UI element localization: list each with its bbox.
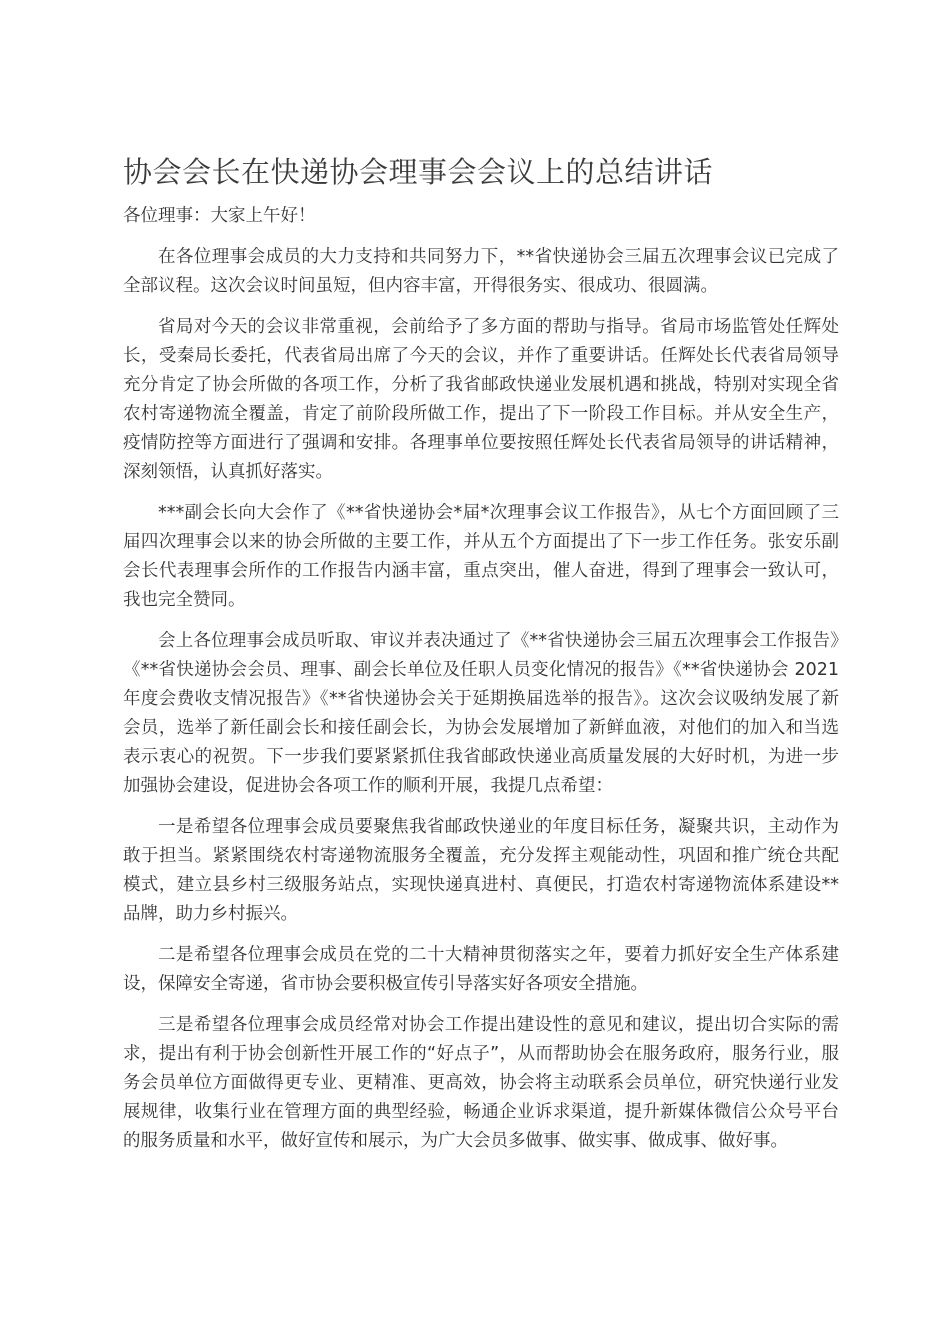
paragraph-7: 三是希望各位理事会成员经常对协会工作提出建设性的意见和建议，提出切合实际的需求，提出有利于协会创新性开展工作的“好点子”，从而帮助协会在服务政府，服务行业，服务会员单位方面做得更专业、更精准、更高效，协会将主动联系会员单位，研究快递行业发展规律，收集行业在管理方面的典型经验，畅通企业诉求渠道，提升新媒体微信公众号平台的服务质量和水平，做好宣传和展示，为广大会员多做事、做实事、做成事、做好事。 <box>123 1015 839 1151</box>
paragraph-5: 一是希望各位理事会成员要聚焦我省邮政快递业的年度目标任务，凝聚共识，主动作为敢于担当。紧紧围绕农村寄递物流服务全覆盖，充分发挥主观能动性，巩固和推广统仓共配模式，建立县乡村三级服务站点，实现快递真进村、真便民，打造农村寄递物流体系建设**品牌，助力乡村振兴。 <box>123 817 839 924</box>
paragraph-6: 二是希望各位理事会成员在党的二十大精神贯彻落实之年，要着力抓好安全生产体系建设，保障安全寄递，省市协会要积极宣传引导落实好各项安全措施。 <box>123 945 839 994</box>
paragraph-4: 会上各位理事会成员听取、审议并表决通过了《**省快递协会三届五次理事会工作报告》《**省快递协会会员、理事、副会长单位及任职人员变化情况的报告》《**省快递协会 2021 年度会费收支情况报告》《**省快递协会关于延期换届选举的报告》。这次会议吸纳发展了新会员，选举了新任副会长和接任副会长，为协会发展增加了新鲜血液，对他们的加入和当选表示衷心的祝贺。下一步我们要紧紧抓住我省邮政快递业高质量发展的大好时机，为进一步加强协会建设，促进协会各项工作的顺利开展，我提几点希望： <box>123 631 839 796</box>
document-title: 协会会长在快递协会理事会会议上的总结讲话 <box>123 155 714 189</box>
paragraph-3: ***副会长向大会作了《**省快递协会*届*次理事会议工作报告》，从七个方面回顾了三届四次理事会以来的协会所做的主要工作，并从五个方面提出了下一步工作任务。张安乐副会长代表理事会所作的工作报告内涵丰富，重点突出，催人奋进，得到了理事会一致认可，我也完全赞同。 <box>123 503 839 610</box>
paragraph-2: 省局对今天的会议非常重视，会前给予了多方面的帮助与指导。省局市场监管处任辉处长，受秦局长委托，代表省局出席了今天的会议，并作了重要讲话。任辉处长代表省局领导充分肯定了协会所做的各项工作，分析了我省邮政快递业发展机遇和挑战，特别对实现全省农村寄递物流全覆盖，肯定了前阶段所做工作，提出了下一阶段工作目标。并从安全生产，疫情防控等方面进行了强调和安排。各理事单位要按照任辉处长代表省局领导的讲话精神，深刻领悟，认真抓好落实。 <box>123 317 839 482</box>
salutation: 各位理事：大家上午好！ <box>123 206 316 226</box>
paragraph-1: 在各位理事会成员的大力支持和共同努力下，**省快递协会三届五次理事会议已完成了全部议程。这次会议时间虽短，但内容丰富，开得很务实、很成功、很圆满。 <box>123 247 839 296</box>
document-page <box>123 150 839 1156</box>
